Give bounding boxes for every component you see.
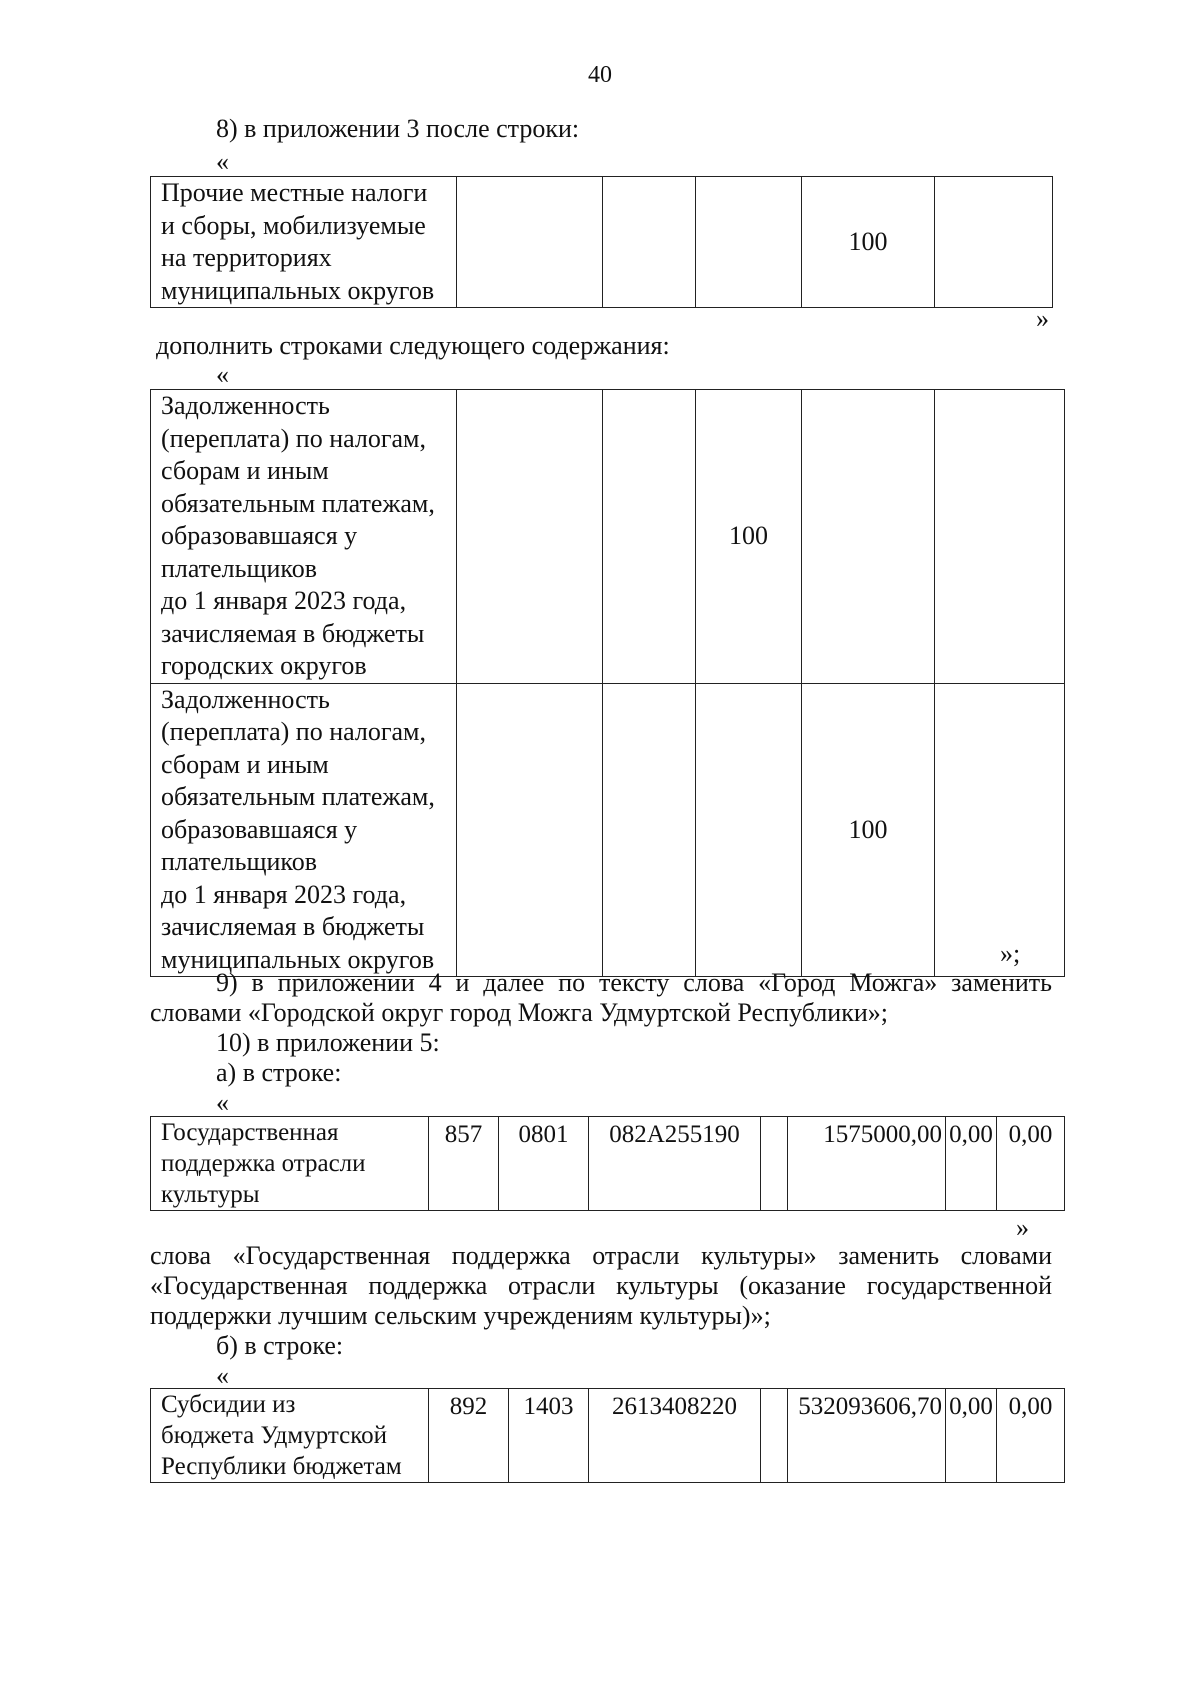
close-quote: »;	[1000, 939, 1021, 968]
row-name-cell: Прочие местные налоги и сборы, мобилизуемые на территориях муниципальных округов	[151, 177, 457, 308]
empty-cell	[457, 177, 603, 308]
appendix5-row-b-table	[150, 1388, 1065, 1483]
replace-text-line2: «Государственная поддержка отрасли культуры (оказание государственной	[150, 1271, 1052, 1300]
row-name-cell: Субсидии из бюджета Удмуртской Республики бюджетам	[151, 1389, 429, 1483]
empty-cell	[802, 390, 935, 684]
close-quote: »	[1036, 304, 1049, 333]
value-cell: 100	[696, 390, 802, 684]
code-cell: 857	[429, 1117, 499, 1211]
page-number: 40	[588, 62, 612, 88]
close-quote: »	[1016, 1213, 1029, 1242]
item9-line2: словами «Городской округ город Можга Удмуртской Республики»;	[150, 998, 888, 1027]
sum-cell: 1575000,00	[788, 1117, 946, 1211]
empty-cell	[457, 390, 603, 684]
code-cell: 082А255190	[589, 1117, 761, 1211]
item10-sub-a: а) в строке:	[216, 1058, 342, 1087]
table-row	[151, 683, 1065, 977]
item8-intro: 8) в приложении 3 после строки:	[216, 114, 580, 143]
empty-cell	[696, 177, 802, 308]
row-name-cell: Государственная поддержка отрасли культуры	[151, 1117, 429, 1211]
sum-cell: 532093606,70	[788, 1389, 946, 1483]
value-cell: 0,00	[997, 1117, 1065, 1211]
empty-cell	[603, 683, 696, 977]
empty-cell	[935, 177, 1053, 308]
value-cell: 100	[802, 177, 935, 308]
table-row	[151, 177, 1053, 308]
item10-intro: 10) в приложении 5:	[216, 1028, 440, 1057]
open-quote: «	[216, 1361, 229, 1390]
value-cell: 0,00	[946, 1117, 997, 1211]
appendix3-existing-row-table	[150, 176, 1053, 308]
empty-cell	[603, 177, 696, 308]
item10-sub-b: б) в строке:	[216, 1331, 344, 1360]
value-cell: 100	[802, 683, 935, 977]
empty-cell	[603, 390, 696, 684]
item9-line1: 9) в приложении 4 и далее по тексту слова «Город Можга» заменить	[216, 968, 1052, 997]
code-cell: 1403	[509, 1389, 589, 1483]
code-cell: 0801	[499, 1117, 589, 1211]
code-cell	[761, 1117, 788, 1211]
open-quote: «	[216, 147, 229, 176]
appendix3-new-rows-table	[150, 389, 1065, 977]
empty-cell	[696, 683, 802, 977]
replace-text-line1: слова «Государственная поддержка отрасли культуры» заменить словами	[150, 1241, 1052, 1270]
code-cell: 892	[429, 1389, 509, 1483]
appendix5-row-a-table	[150, 1116, 1065, 1211]
add-rows-text: дополнить строками следующего содержания:	[156, 331, 670, 360]
value-cell: 0,00	[997, 1389, 1065, 1483]
empty-cell	[935, 390, 1065, 684]
replace-text-line3: поддержки лучшим сельским учреждениям культуры)»;	[150, 1301, 771, 1330]
row-name-cell: Задолженность (переплата) по налогам, сборам и иным обязательным платежам, образовавшаяся у плательщиков до 1 января 2023 года, зачисляемая в бюджеты муниципальных округов	[151, 683, 457, 977]
code-cell: 2613408220	[589, 1389, 761, 1483]
row-name-cell: Задолженность (переплата) по налогам, сборам и иным обязательным платежам, образовавшаяся у плательщиков до 1 января 2023 года, зачисляемая в бюджеты городских округов	[151, 390, 457, 684]
value-cell: 0,00	[946, 1389, 997, 1483]
table-row	[151, 390, 1065, 684]
open-quote: «	[216, 360, 229, 389]
empty-cell	[935, 683, 1065, 977]
empty-cell	[457, 683, 603, 977]
table-row	[151, 1389, 1065, 1483]
table-row	[151, 1117, 1065, 1211]
open-quote: «	[216, 1088, 229, 1117]
code-cell	[761, 1389, 788, 1483]
